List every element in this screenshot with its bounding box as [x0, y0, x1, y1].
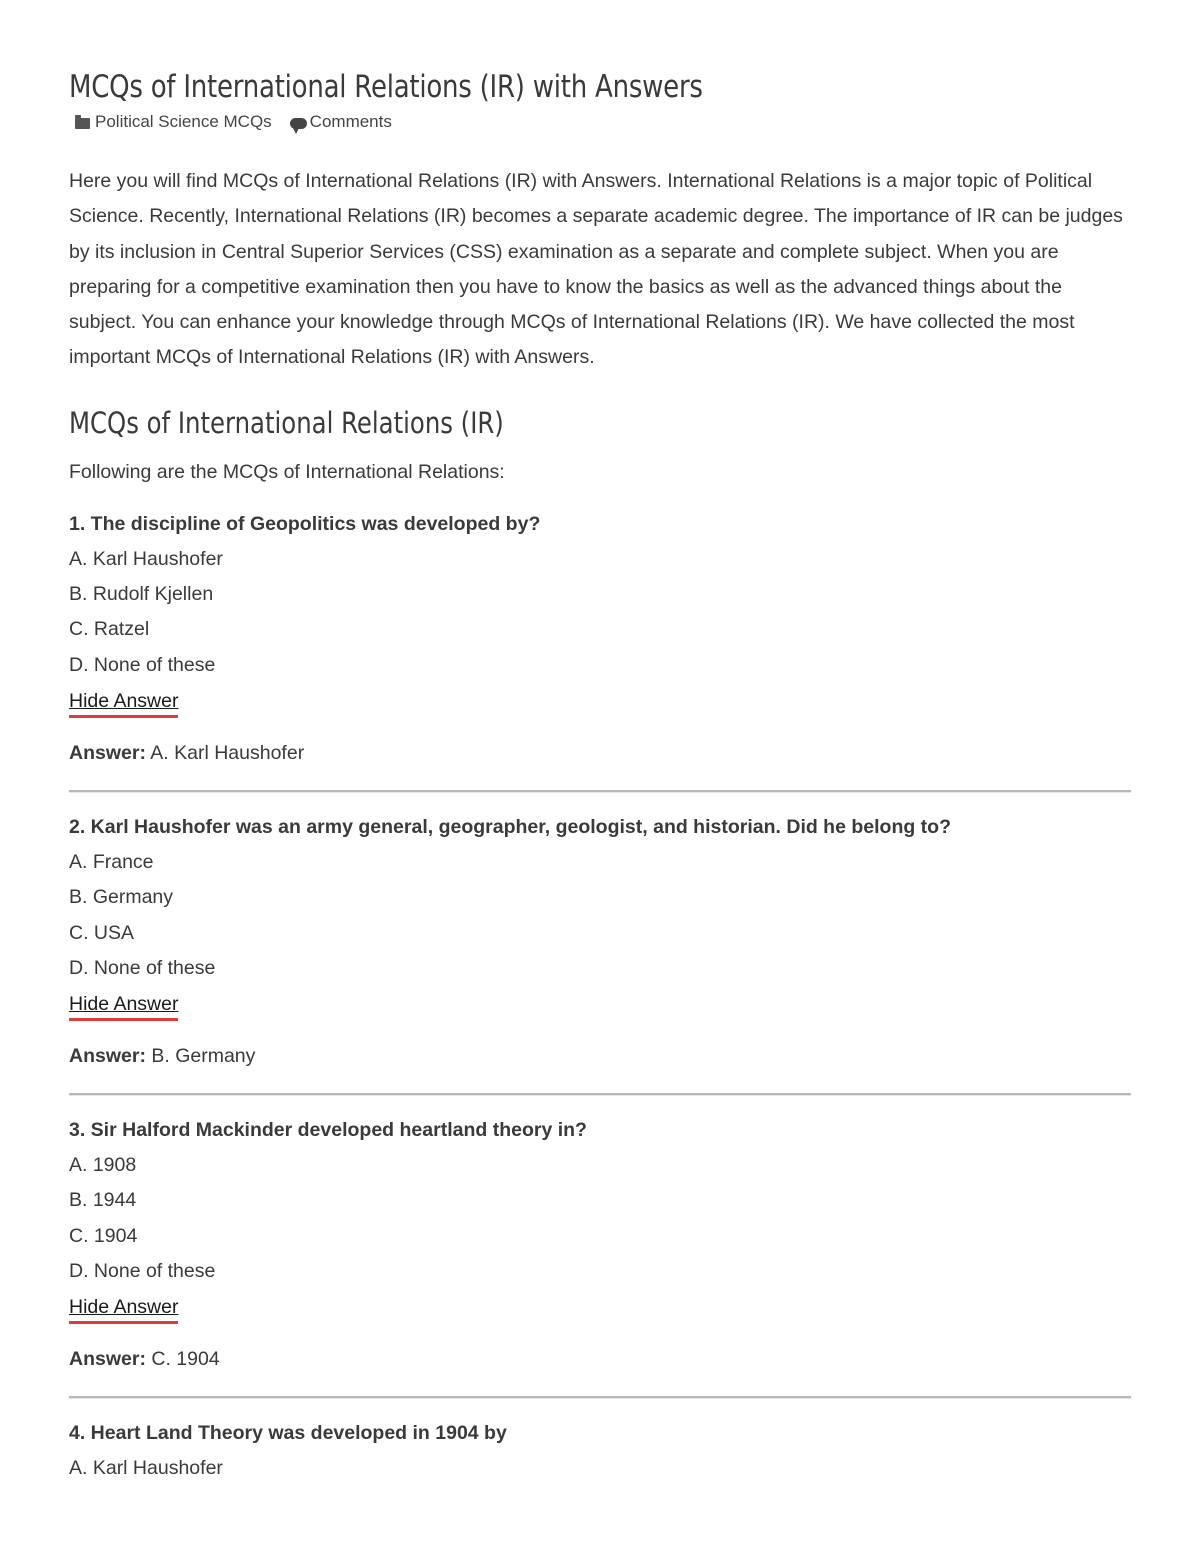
answer-label: Answer:	[69, 1045, 146, 1068]
option-d: D. None of these	[69, 956, 216, 979]
option-a: A. France	[69, 850, 154, 873]
option-d: D. None of these	[69, 1260, 216, 1283]
answer-value: A. Karl Haushofer	[145, 741, 305, 764]
option-b: B. 1944	[69, 1189, 137, 1212]
question-block	[69, 1416, 1131, 1486]
question-block	[69, 507, 1131, 793]
option-c: C. USA	[69, 921, 135, 944]
question-text: 3. Sir Halford Mackinder developed heartland theory in?	[69, 1119, 587, 1142]
option-d: D. None of these	[69, 653, 216, 676]
comments-link[interactable]	[272, 112, 392, 132]
hide-answer-button[interactable]: Hide Answer	[69, 1293, 178, 1324]
option-a: A. Karl Haushofer	[69, 1457, 223, 1480]
comments-label: Comments	[309, 112, 392, 131]
option-c: C. Ratzel	[69, 618, 150, 641]
answer-label: Answer:	[69, 741, 146, 764]
option-a: A. Karl Haushofer	[69, 547, 223, 570]
answer-value: B. Germany	[145, 1045, 256, 1068]
answer	[69, 736, 1131, 771]
hide-answer-button[interactable]: Hide Answer	[69, 687, 178, 718]
option-c: C. 1904	[69, 1224, 138, 1247]
divider	[69, 1093, 1131, 1096]
question-text: 2. Karl Haushofer was an army general, geographer, geologist, and historian. Did he belong to?	[69, 815, 952, 838]
question-text: 4. Heart Land Theory was developed in 1904 by	[69, 1422, 507, 1445]
question-text: 1. The discipline of Geopolitics was developed by?	[69, 512, 541, 535]
intro-paragraph: Here you will find MCQs of International Relations (IR) with Answers. International Relations is a major topic of Political Science. Recently, International Relations (IR) becomes a separate academic degree. The importance of IR can be judges by its inclusion in Central Superior Services (CSS) examination as a separate and complete subject. When you are preparing for a competitive examination then you have to know the basics as well as the advanced things about the subject. You can enhance your knowledge through MCQs of International Relations (IR). We have collected the most important MCQs of International Relations (IR) with Answers.	[69, 170, 1123, 369]
hide-answer-button[interactable]: Hide Answer	[69, 990, 178, 1021]
comment-icon	[290, 118, 307, 129]
page-title: MCQs of International Relations (IR) with Answers	[69, 69, 703, 105]
folder-icon	[75, 118, 90, 129]
option-a: A. 1908	[69, 1154, 137, 1177]
answer	[69, 1342, 1131, 1377]
option-b: B. Germany	[69, 886, 174, 909]
answer	[69, 1039, 1131, 1074]
category-link[interactable]	[69, 112, 272, 132]
post-meta	[69, 111, 1131, 133]
option-b: B. Rudolf Kjellen	[69, 583, 214, 606]
divider	[69, 1396, 1131, 1399]
category-label: Political Science MCQs	[95, 112, 272, 131]
divider	[69, 790, 1131, 793]
section-heading: MCQs of International Relations (IR)	[69, 405, 504, 440]
question-block	[69, 1113, 1131, 1399]
answer-value: C. 1904	[145, 1348, 220, 1371]
section-subtext: Following are the MCQs of International Relations:	[69, 460, 505, 483]
article	[69, 62, 1131, 1487]
answer-label: Answer:	[69, 1348, 146, 1371]
question-block	[69, 810, 1131, 1096]
